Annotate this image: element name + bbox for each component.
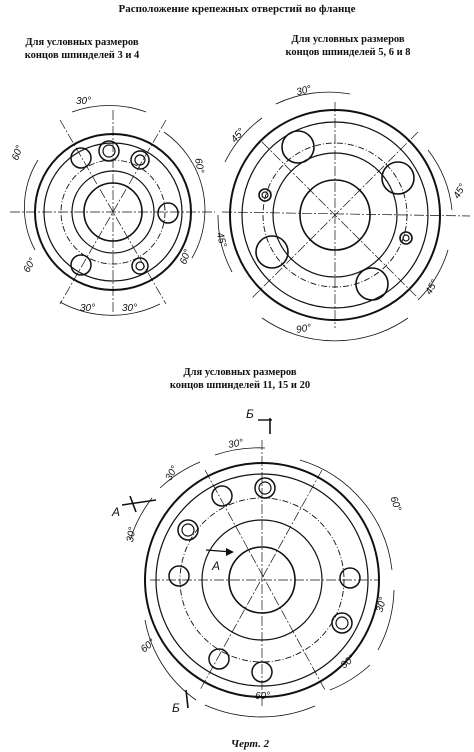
dimension-label: 45° bbox=[229, 126, 248, 146]
section-label-a-center: А bbox=[212, 559, 221, 573]
caption-line: Для условных размеров bbox=[183, 367, 297, 378]
bolt-hole bbox=[71, 255, 91, 275]
bolt-hole bbox=[256, 236, 288, 268]
caption-line: Для условных размеров bbox=[291, 34, 405, 45]
dimension-label: 60° bbox=[10, 144, 26, 163]
dimension-label: 60° bbox=[21, 256, 39, 275]
bolt-hole-counterbore bbox=[135, 155, 145, 165]
flange-b bbox=[214, 84, 470, 341]
dimension-label: 30° bbox=[80, 303, 96, 314]
bolt-hole bbox=[259, 189, 271, 201]
flange-c bbox=[111, 407, 403, 717]
bolt-hole bbox=[332, 613, 352, 633]
dimension-label: 30° bbox=[163, 464, 181, 483]
horizontal-centerline bbox=[222, 212, 470, 216]
dimension-label: 30° bbox=[125, 526, 139, 544]
dimension-label: 60° bbox=[178, 248, 194, 267]
section-arrow bbox=[226, 548, 234, 556]
section-label-a-left: А bbox=[112, 505, 121, 519]
bolt-hole bbox=[131, 151, 149, 169]
dimension-arc bbox=[164, 132, 205, 258]
bolt-hole bbox=[382, 162, 414, 194]
dimension-label: 60° bbox=[387, 494, 403, 513]
flange-a bbox=[10, 96, 215, 315]
bolt-hole bbox=[132, 258, 148, 274]
dimension-label: 60° bbox=[138, 637, 158, 656]
bolt-hole bbox=[99, 141, 119, 161]
bolt-hole bbox=[209, 649, 229, 669]
dimension-label: 45° bbox=[423, 278, 441, 297]
dimension-label: 90° bbox=[295, 322, 313, 336]
diagonal-centerline bbox=[262, 142, 418, 298]
bolt-hole-counterbore bbox=[259, 482, 271, 494]
caption-line: концов шпинделей 11, 15 и 20 bbox=[169, 380, 311, 391]
bolt-hole bbox=[158, 203, 178, 223]
dimension-label: 30° bbox=[227, 437, 245, 451]
dimension-label: 30° bbox=[295, 83, 313, 99]
dimension-label: 30° bbox=[122, 303, 138, 314]
bolt-hole bbox=[356, 268, 388, 300]
dimension-label: 45° bbox=[213, 231, 229, 249]
page-title: Расположение крепежных отверстий во фланце bbox=[118, 3, 356, 15]
figure-label: Черт. 2 bbox=[230, 738, 270, 750]
section-mark-line bbox=[186, 690, 188, 708]
section-label-b-bottom: Б bbox=[172, 701, 180, 715]
dimension-arc bbox=[276, 92, 350, 104]
dimension-arc bbox=[60, 302, 160, 315]
dimension-arc bbox=[145, 620, 196, 700]
bolt-hole bbox=[400, 232, 412, 244]
dimension-label: 60° bbox=[255, 691, 271, 702]
bolt-hole-counterbore bbox=[403, 235, 409, 241]
bolt-hole bbox=[169, 566, 189, 586]
section-mark-line bbox=[122, 500, 156, 505]
bolt-hole-counterbore bbox=[136, 262, 144, 270]
bolt-hole bbox=[255, 478, 275, 498]
bolt-hole-counterbore bbox=[182, 524, 194, 536]
section-label-b-top: Б bbox=[246, 407, 254, 421]
bolt-hole bbox=[212, 486, 232, 506]
bolt-hole bbox=[340, 568, 360, 588]
bolt-hole-counterbore bbox=[336, 617, 348, 629]
caption-line: концов шпинделей 5, 6 и 8 bbox=[285, 47, 411, 58]
bolt-hole bbox=[178, 520, 198, 540]
dimension-label: 30° bbox=[338, 653, 358, 672]
bolt-hole bbox=[282, 131, 314, 163]
dimension-label: 60° bbox=[192, 157, 206, 175]
dimension-arc bbox=[205, 705, 315, 717]
caption-line: концов шпинделей 3 и 4 bbox=[24, 50, 140, 61]
caption-line: Для условных размеров bbox=[25, 37, 139, 48]
dimension-label: 30° bbox=[76, 96, 92, 107]
dimension-arc bbox=[262, 318, 408, 341]
dimension-label: 30° bbox=[374, 596, 390, 614]
dimension-arc bbox=[330, 665, 370, 690]
dimension-label: 45° bbox=[451, 182, 469, 201]
